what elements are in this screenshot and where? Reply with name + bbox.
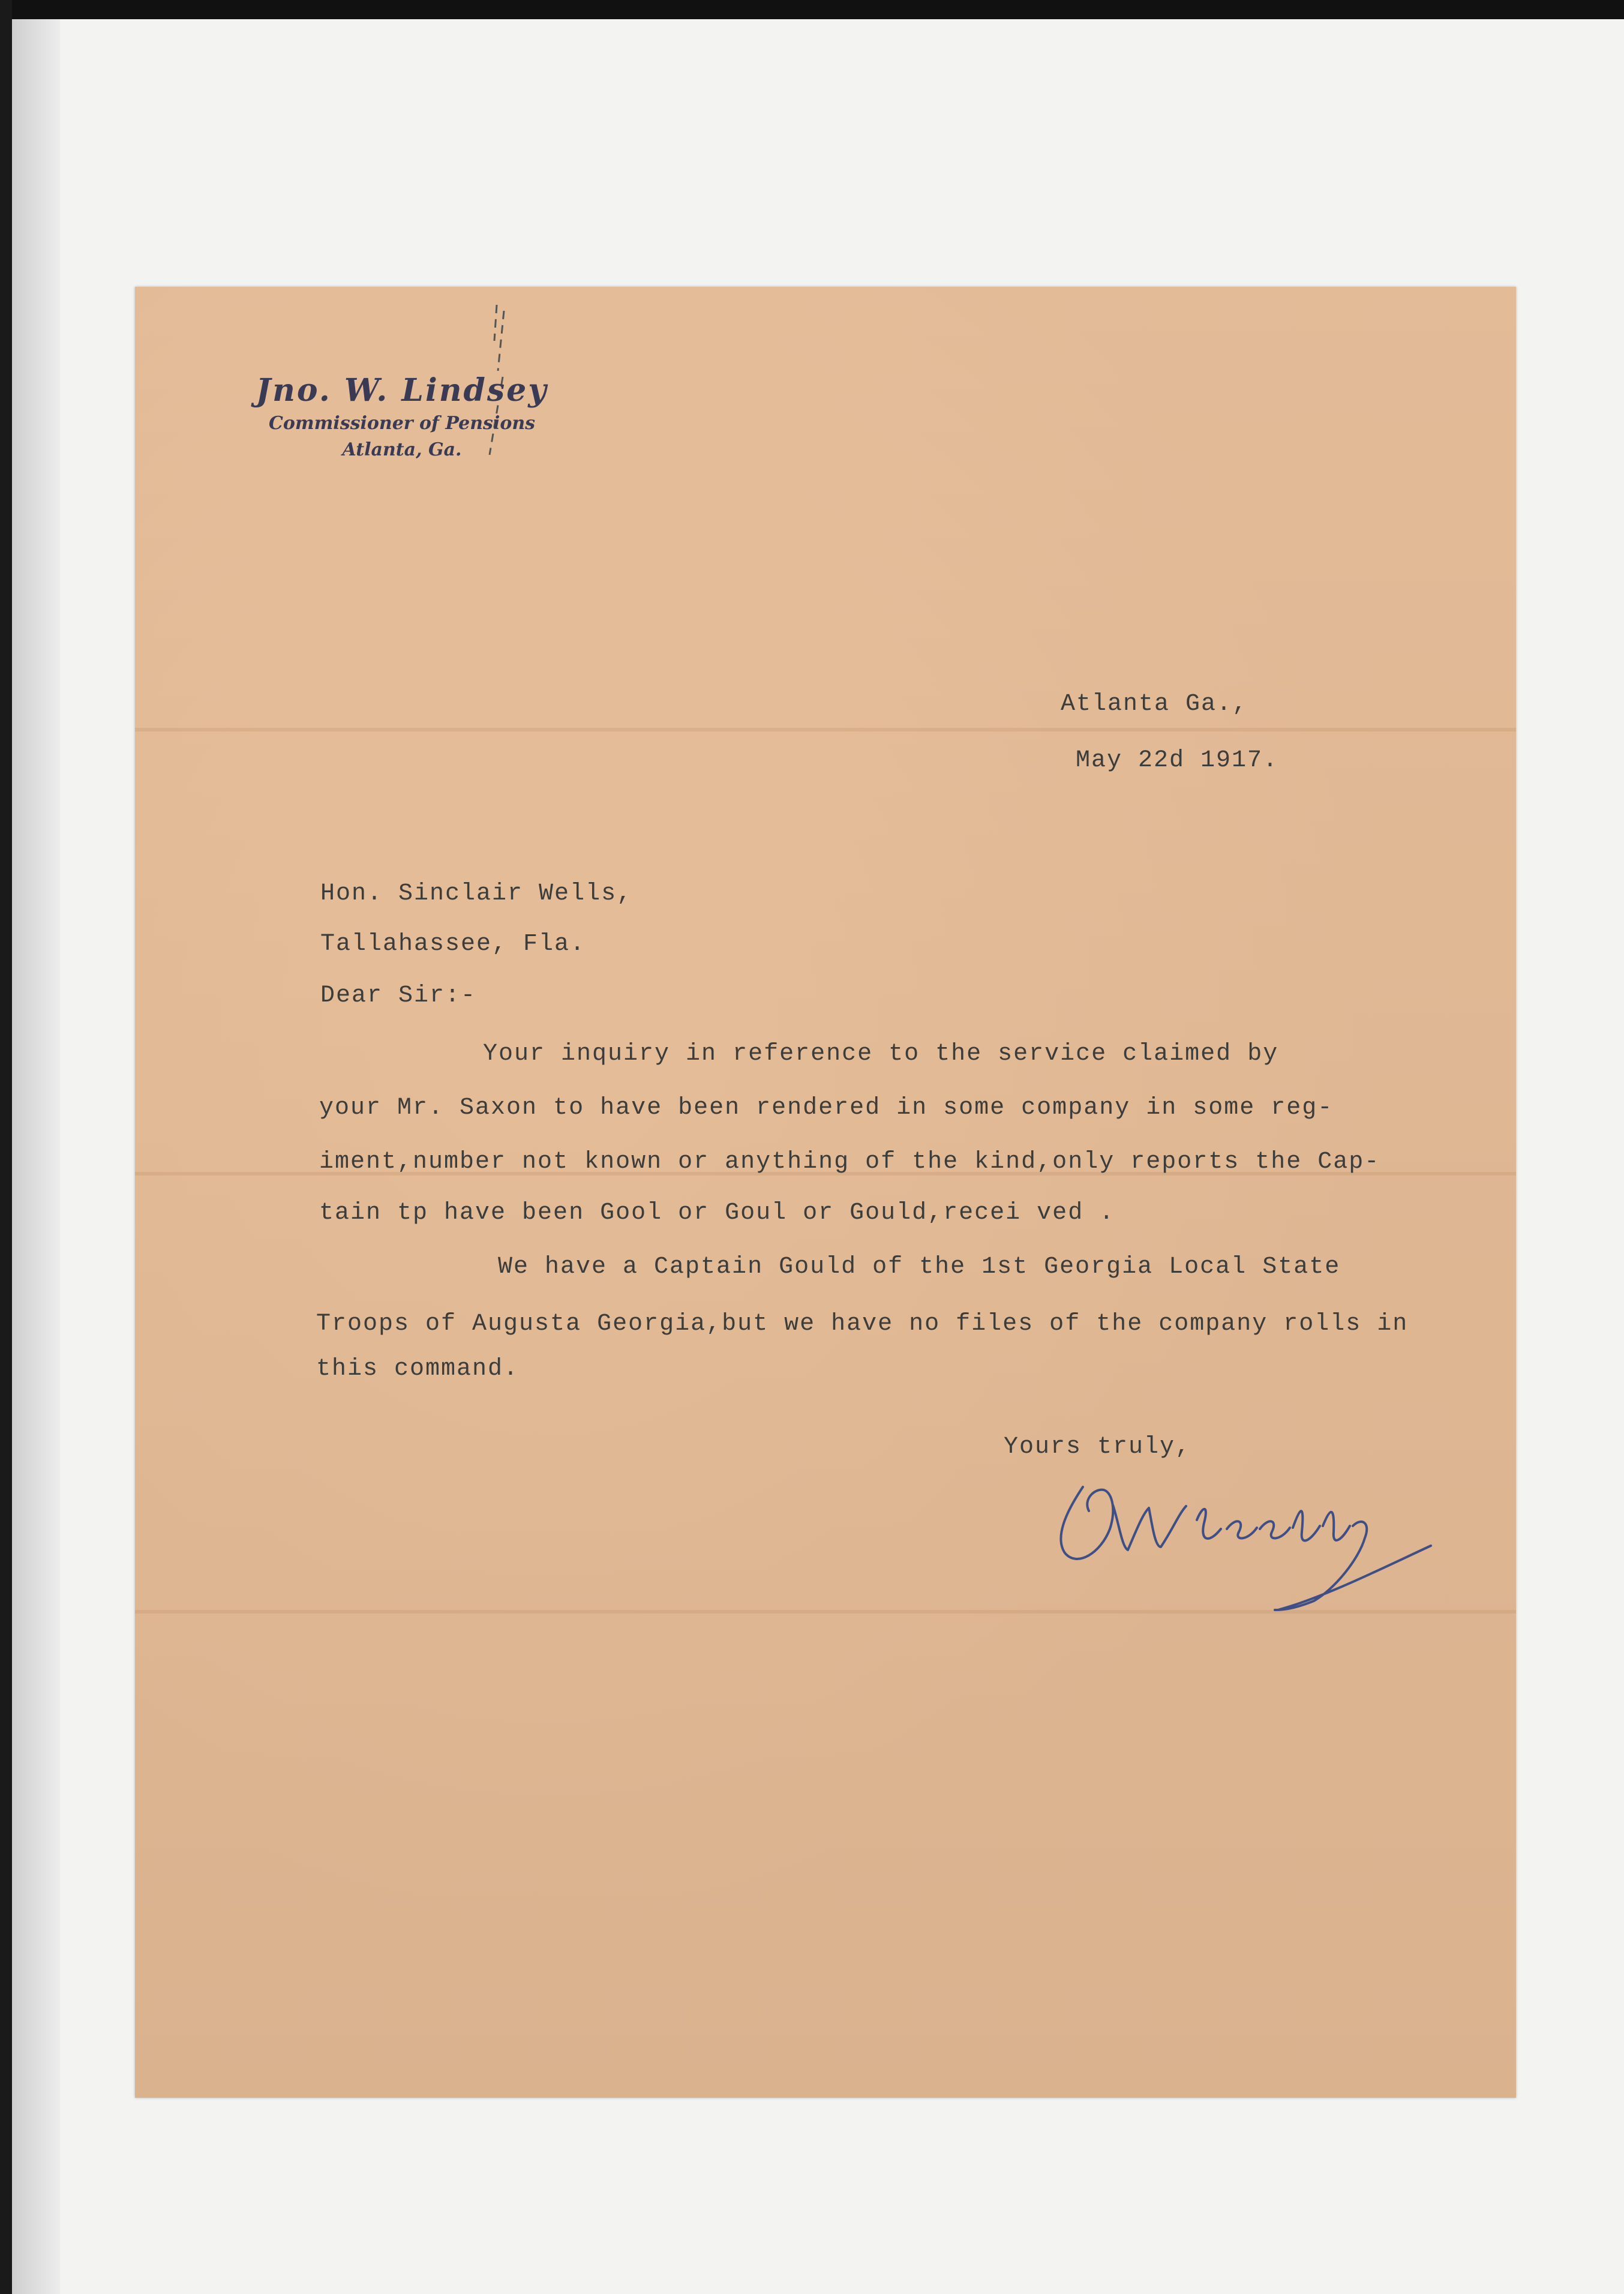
scan-border-left (0, 0, 12, 2294)
dateline-place: Atlanta Ga., (1061, 691, 1248, 718)
signature (1047, 1463, 1479, 1619)
letterhead-name: Jno. W. Lindsey (256, 372, 548, 409)
body-line: We have a Captain Gould of the 1st Georgia Local State (498, 1254, 1341, 1281)
letterhead-city: Atlanta, Ga. (342, 439, 462, 460)
addressee-location: Tallahassee, Fla. (320, 931, 586, 958)
body-line: your Mr. Saxon to have been rendered in some company in some reg- (319, 1094, 1334, 1121)
closing: Yours truly, (1004, 1434, 1191, 1461)
letterhead (234, 371, 570, 463)
body-line: this command. (316, 1356, 520, 1383)
addressee-name: Hon. Sinclair Wells, (320, 880, 633, 907)
body-line: tain tp have been Gool or Goul or Gould,recei ved . (319, 1200, 1115, 1227)
body-line: iment,number not known or anything of the kind,only reports the Cap- (319, 1149, 1380, 1176)
salutation: Dear Sir:- (320, 982, 477, 1009)
body-line: Your inquiry in reference to the service claimed by (483, 1040, 1279, 1067)
scan-border-shadow (12, 19, 60, 2294)
fold-crease (135, 728, 1516, 731)
scan-border-top (0, 0, 1624, 19)
body-line: Troops of Augusta Georgia,but we have no files of the company rolls in (316, 1311, 1409, 1338)
dateline-date: May 22d 1917. (1076, 747, 1279, 774)
letter-sheet (135, 287, 1516, 2098)
letterhead-title: Commissioner of Pensions (268, 413, 536, 434)
